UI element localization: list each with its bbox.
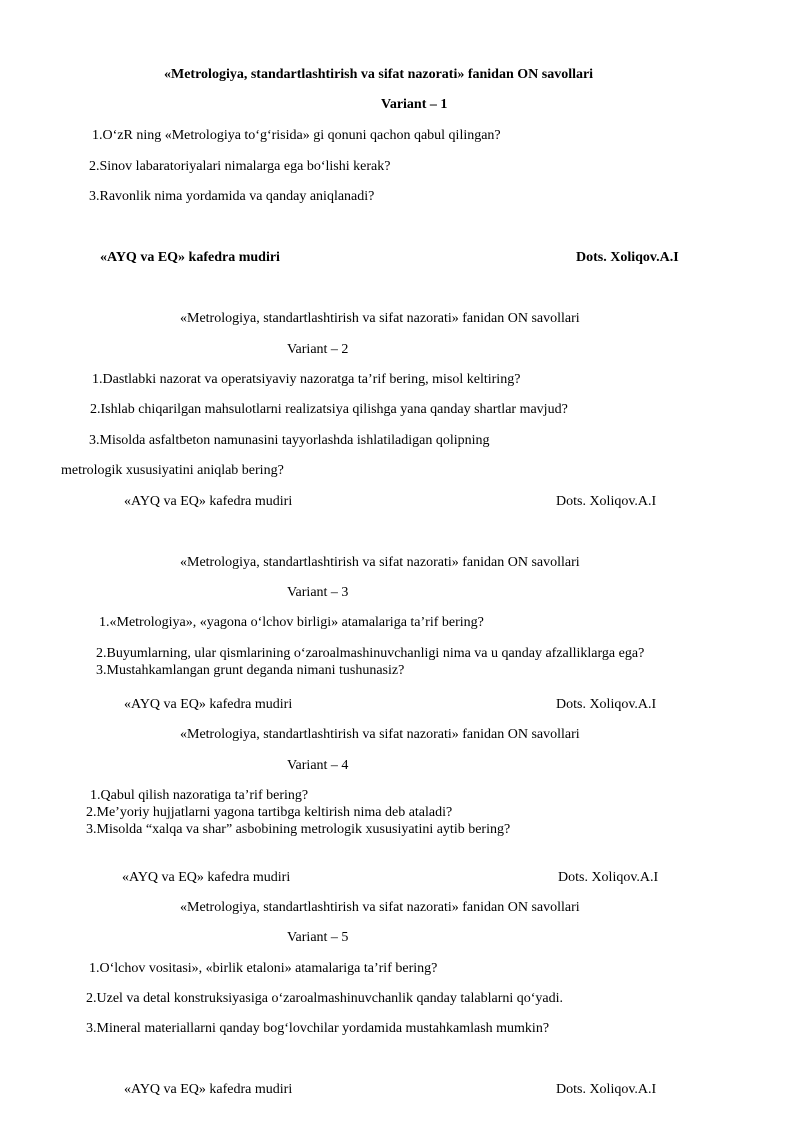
variant3-question-2: 2.Buyumlarning, ular qismlarining o‘zaroalmashinuvchanligi nima va u qanday afzalliklarga ega? <box>96 646 645 661</box>
variant2-department: «AYQ va EQ» kafedra mudiri <box>124 494 293 509</box>
variant1-question-3: 3.Ravonlik nima yordamida va qanday aniqlanadi? <box>89 189 375 204</box>
variant4-title: «Metrologiya, standartlashtirish va sifat nazorati» fanidan ON savollari <box>180 727 580 742</box>
variant3-department: «AYQ va EQ» kafedra mudiri <box>124 697 293 712</box>
variant1-signer: Dots. Xoliqov.A.I <box>576 250 679 265</box>
variant3-signer: Dots. Xoliqov.A.I <box>556 697 657 712</box>
variant5-title: «Metrologiya, standartlashtirish va sifat nazorati» fanidan ON savollari <box>180 900 580 915</box>
variant4-question-1: 1.Qabul qilish nazoratiga ta’rif bering? <box>90 788 309 803</box>
variant1-question-1: 1.O‘zR ning «Metrologiya to‘g‘risida» gi qonuni qachon qabul qilingan? <box>92 128 501 143</box>
variant3-title: «Metrologiya, standartlashtirish va sifat nazorati» fanidan ON savollari <box>180 555 580 570</box>
variant1-question-2: 2.Sinov labaratoriyalari nimalarga ega bo‘lishi kerak? <box>89 159 391 174</box>
variant4-signer: Dots. Xoliqov.A.I <box>558 870 659 885</box>
variant2-question-1: 1.Dastlabki nazorat va operatsiyaviy nazoratga ta’rif bering, misol keltiring? <box>92 372 521 387</box>
variant2-question-3: 3.Misolda asfaltbeton namunasini tayyorlashda ishlatiladigan qolipning <box>89 433 490 448</box>
variant3-question-3: 3.Mustahkamlangan grunt deganda nimani tushunasiz? <box>96 663 405 678</box>
variant2-title: «Metrologiya, standartlashtirish va sifat nazorati» fanidan ON savollari <box>180 311 580 326</box>
variant3-question-1: 1.«Metrologiya», «yagona o‘lchov birligi» atamalariga ta’rif bering? <box>99 615 484 630</box>
variant4-department: «AYQ va EQ» kafedra mudiri <box>122 870 291 885</box>
variant3-label: Variant – 3 <box>287 585 349 600</box>
variant5-question-1: 1.O‘lchov vositasi», «birlik etaloni» atamalariga ta’rif bering? <box>89 961 438 976</box>
variant1-title: «Metrologiya, standartlashtirish va sifat nazorati» fanidan ON savollari <box>164 67 594 82</box>
variant5-label: Variant – 5 <box>287 930 349 945</box>
variant1-department: «AYQ va EQ» kafedra mudiri <box>100 250 280 265</box>
variant2-label: Variant – 2 <box>287 342 349 357</box>
variant5-signer: Dots. Xoliqov.A.I <box>556 1082 657 1097</box>
variant5-department: «AYQ va EQ» kafedra mudiri <box>124 1082 293 1097</box>
variant4-label: Variant – 4 <box>287 758 349 773</box>
variant2-signer: Dots. Xoliqov.A.I <box>556 494 657 509</box>
variant4-question-3: 3.Misolda “xalqa va shar” asbobining metrologik xususiyatini aytib bering? <box>86 822 511 837</box>
variant2-question-2: 2.Ishlab chiqarilgan mahsulotlarni realizatsiya qilishga yana qanday shartlar mavjud? <box>90 402 568 417</box>
variant5-question-2: 2.Uzel va detal konstruksiyasiga o‘zaroalmashinuvchanlik qanday talablarni qo‘yadi. <box>86 991 564 1006</box>
variant1-label: Variant – 1 <box>381 97 448 112</box>
variant2-question-3-continued: metrologik xususiyatini aniqlab bering? <box>61 463 284 478</box>
variant5-question-3: 3.Mineral materiallarni qanday bog‘lovchilar yordamida mustahkamlash mumkin? <box>86 1021 550 1036</box>
variant4-question-2: 2.Me’yoriy hujjatlarni yagona tartibga keltirish nima deb ataladi? <box>86 805 453 820</box>
